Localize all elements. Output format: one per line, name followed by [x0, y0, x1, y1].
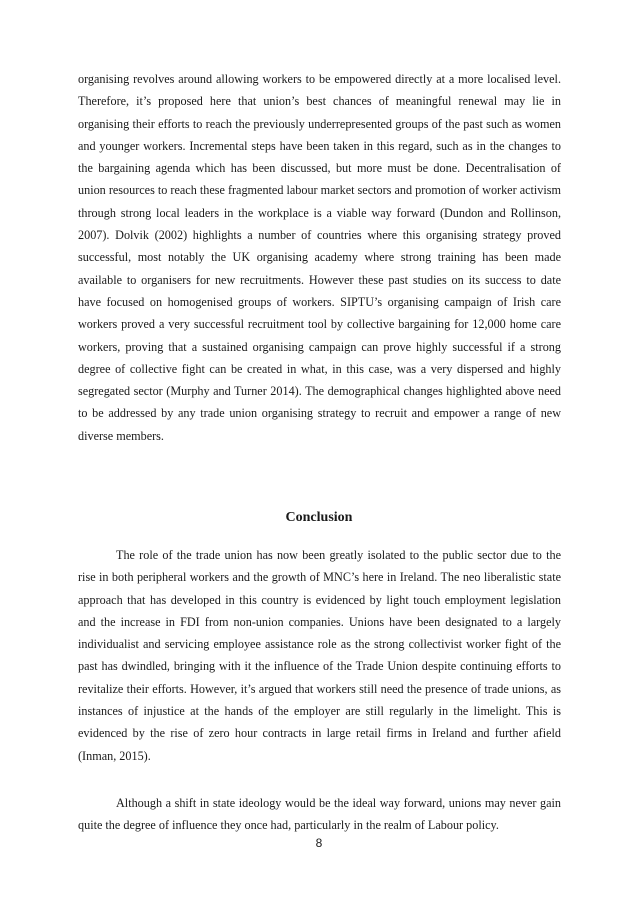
- body-paragraph-state-ideology: Although a shift in state ideology would be the ideal way forward, unions may never gain quite the degree of influence they once had, particularly in the realm of Labour policy.: [78, 796, 561, 833]
- body-paragraph-conclusion: The role of the trade union has now been greatly isolated to the public sector due to the rise in both peripheral workers and the growth of MNC’s here in Ireland. The neo liberalistic state approach that has developed in this country is evidenced by light touch employment legislation and the increase in FDI from non-union companies. Unions have been designated to a largely individualist and servicing employee assistance role as the strong collectivist worker fight of the past has dwindled, bringing with it the influence of the Trade Union despite continuing efforts to revitalize their efforts. However, it’s argued that workers still need the presence of trade unions, as instances of injustice at the hands of the employer are still regularly in the limelight. This is evidenced by the rise of zero hour contracts in large retail firms in Ireland and further afield (Inman, 2015).: [78, 548, 561, 763]
- section-heading-conclusion: Conclusion: [285, 510, 353, 525]
- page-number: 8: [315, 836, 323, 850]
- body-paragraph-organising: organising revolves around allowing workers to be empowered directly at a more localised level. Therefore, it’s proposed here that union’s best chances of meaningful renewal may lie in organising their efforts to reach the previously underrepresented groups of the past such as women and younger workers. Incremental steps have been taken in this regard, such as in the changes to the bargaining agenda which has been discussed, but more must be done. Decentralisation of union resources to reach these fragmented labour market sectors and promotion of worker activism through strong local leaders in the workplace is a viable way forward (Dundon and Rollinson, 2007). Dolvik (2002) highlights a number of countries where this organising strategy proved successful, most notably the UK organising academy where strong training has been made available to organisers for new recruitments. However these past studies on its success to date have focused on homogenised groups of workers. SIPTU’s organising campaign of Irish care workers proved a very successful recruitment tool by collective bargaining for 12,000 home care workers, proving that a sustained organising campaign can prove highly successful if a strong degree of collective fight can be created in what, in this case, was a very dispersed and highly segregated sector (Murphy and Turner 2014). The demographical changes highlighted above need to be addressed by any trade union organising strategy to recruit and empower a range of new diverse members.: [78, 72, 561, 443]
